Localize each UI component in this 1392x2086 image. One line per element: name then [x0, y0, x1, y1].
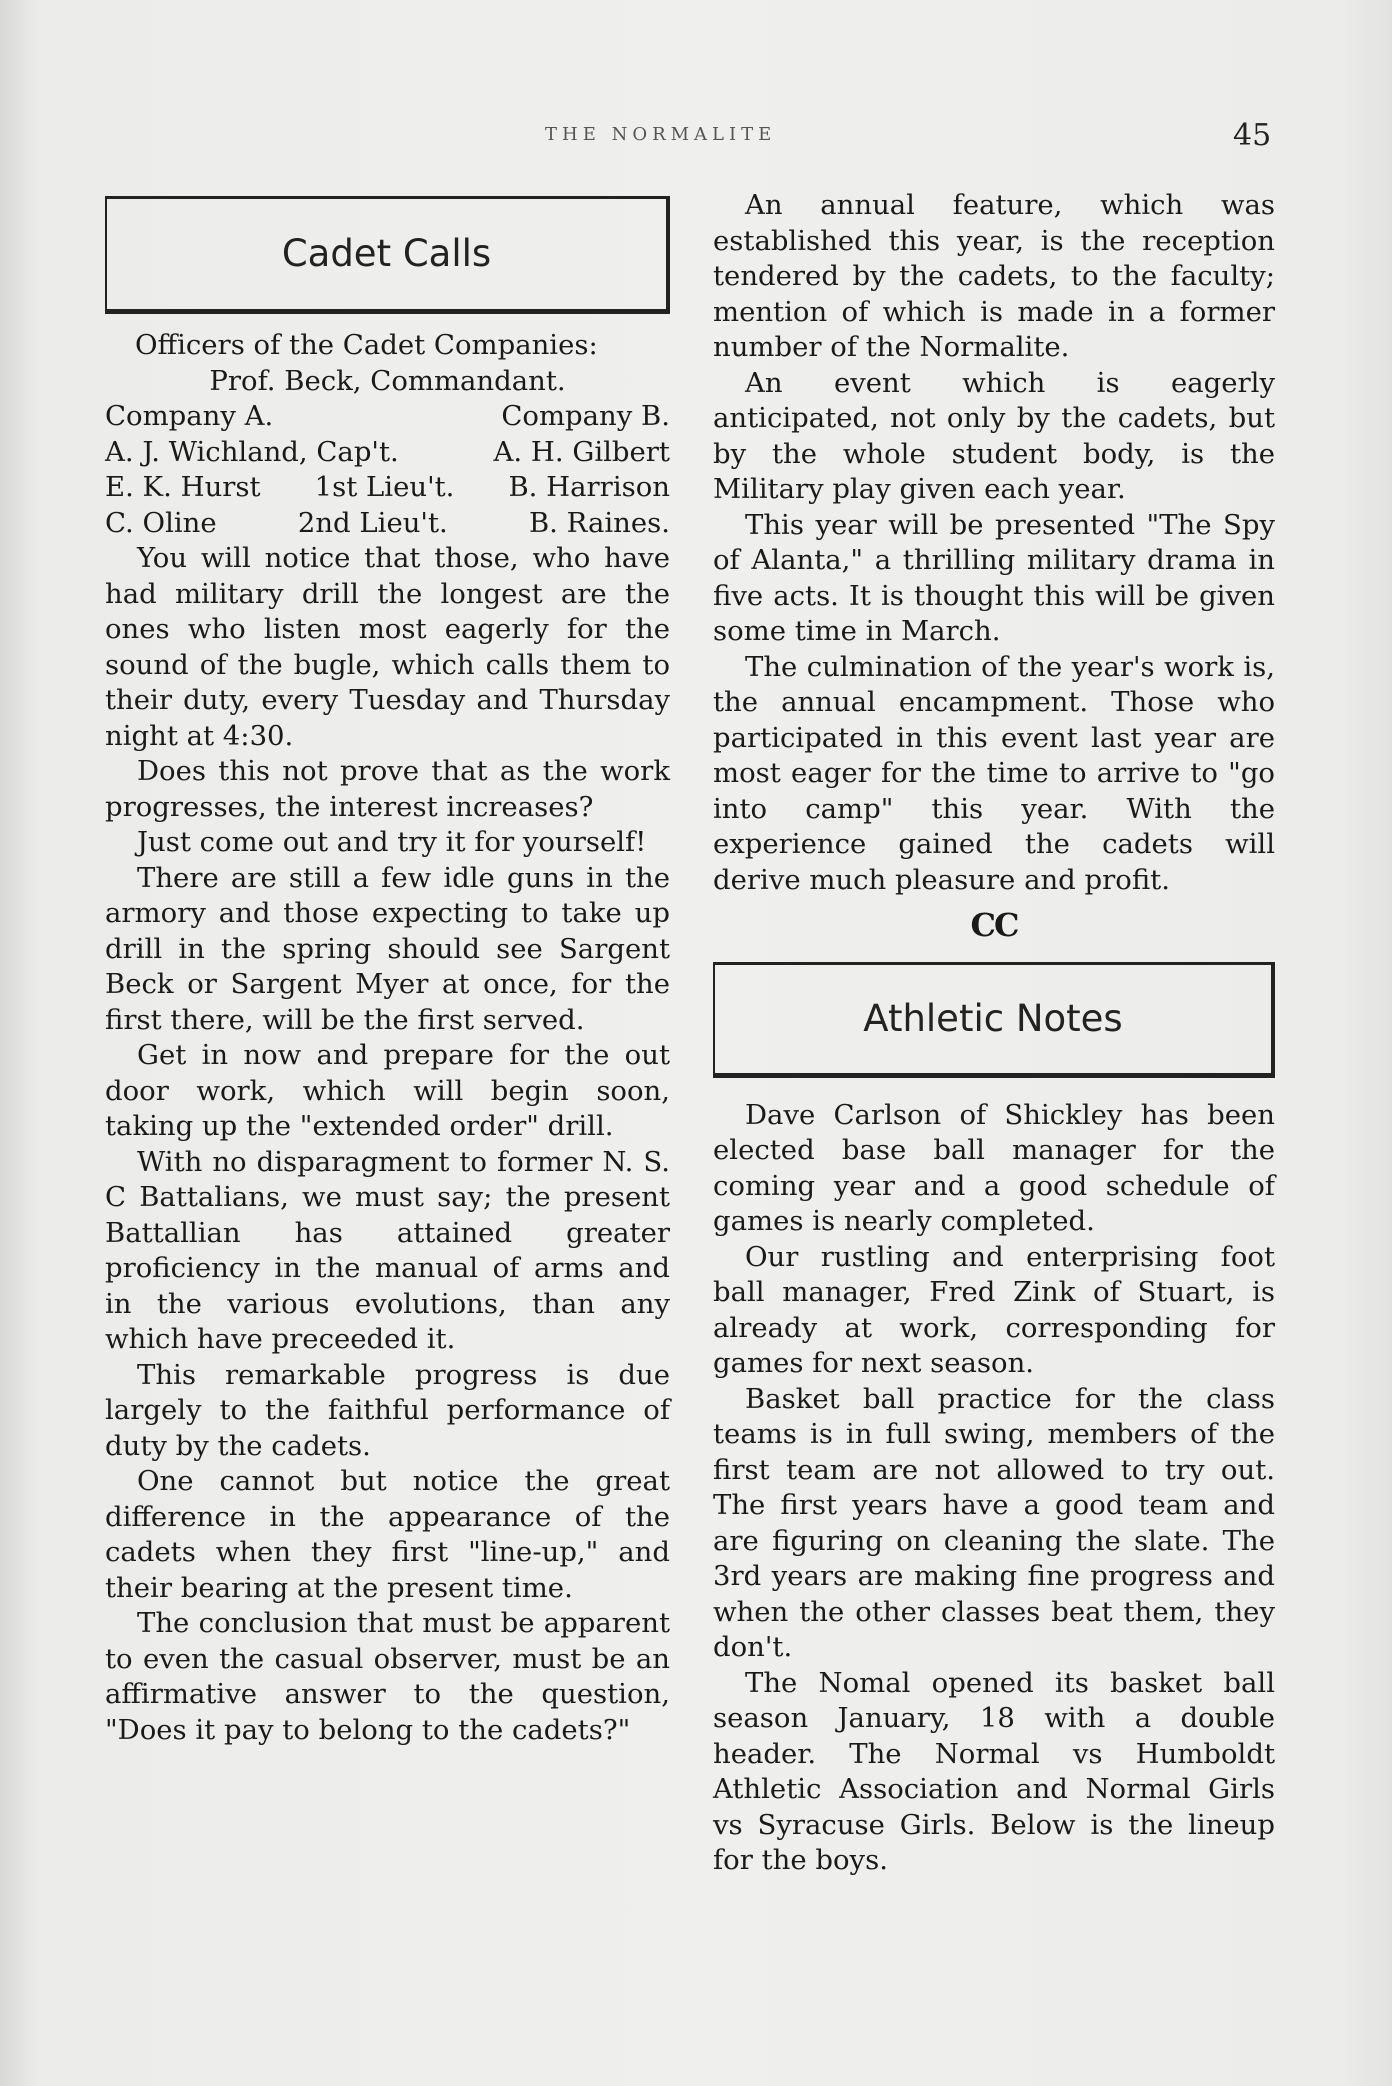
officer-right: B. Raines. [528, 506, 670, 539]
paragraph: The Nomal opened its basket ball season January, 18 with a double header. The Normal vs Humboldt Athletic Association and Normal Girls vs Syracuse Girls. Below is the lineup for the boys. [713, 1666, 1275, 1876]
paragraph: An annual feature, which was established this year, is the reception tendered by the cadets, to the faculty; mention of which is made in a former number of the Normalite. [713, 189, 1275, 363]
section-ornament: CC [970, 906, 1018, 944]
athletic-notes-body [713, 1098, 1275, 1879]
athletic-notes-heading-box [713, 962, 1275, 1078]
officer-right: A. H. Gilbert [493, 435, 670, 468]
officer-row [105, 470, 670, 506]
left-column [105, 188, 670, 1748]
paragraph: An event which is eagerly anticipated, not only by the cadets, but by the whole student body, is the Military play given each year. [713, 366, 1275, 505]
company-b-label: Company B. [501, 400, 670, 432]
company-header-row [105, 399, 670, 435]
paragraph: This remarkable progress is due largely to the faithful performance of duty by the cadets. [105, 1358, 670, 1462]
paragraph: Basket ball practice for the class teams is in full swing, members of the first team are not allowed to try out. The first years have a good team and are figuring on cleaning the slate. The 3rd years are making fine progress and when the other classes beat them, they don't. [713, 1382, 1275, 1663]
page-number: 45 [1233, 118, 1272, 153]
officer-left: C. Oline [105, 506, 217, 539]
paragraph: This year will be presented "The Spy of Alanta," a thrilling military drama in five acts. It is thought this will be given some time in March. [713, 508, 1275, 647]
officer-row [105, 506, 670, 542]
officer-left: E. K. Hurst [105, 471, 261, 503]
paragraph: One cannot but notice the great difference in the appearance of the cadets when they first "line-up," and their bearing at the present time. [105, 1465, 670, 1604]
paragraph: Dave Carlson of Shickley has been elected base ball manager for the coming year and a good schedule of games is nearly completed. [713, 1098, 1275, 1237]
officer-left: A. J. Wichland, Cap't. [105, 435, 399, 468]
officer-row [105, 435, 670, 471]
paragraph: Does this not prove that as the work progresses, the interest increases? [105, 755, 670, 823]
paragraph: There are still a few idle guns in the armory and those expecting to take up drill in the spring should see Sargent Beck or Sargent Myer at once, for the first there, will be the first served. [105, 861, 670, 1036]
paragraph: Get in now and prepare for the out door work, which will begin soon, taking up the "extended order" drill. [105, 1039, 670, 1142]
cadet-calls-heading-box [105, 196, 670, 314]
company-a-label: Company A. [105, 400, 274, 432]
paragraph: The culmination of the year's work is, the annual encampment. Those who participated in this event last year are most eager for the time to arrive to "go into camp" this year. With the experience gained the cadets will derive much pleasure and profit. [713, 650, 1275, 896]
athletic-notes-heading: Athletic Notes [863, 996, 1123, 1040]
page-header [0, 118, 1392, 158]
paragraph: You will notice that those, who have had military drill the longest are the ones who listen most eagerly for the sound of the bugle, which calls them to their duty, every Tuesday and Thursday night at 4:30. [105, 542, 670, 752]
paragraph: Just come out and try it for yourself! [137, 826, 647, 858]
officer-right: B. Harrison [508, 471, 670, 503]
cadet-continued [713, 188, 1275, 898]
paragraph: With no disparagment to former N. S. C Battalians, we must say; the present Battallian has attained greater proficiency in the manual of arms and in the various evolutions, than any which have preceeded it. [105, 1145, 670, 1355]
officer-rank: 1st Lieu't. [314, 471, 455, 503]
officer-rank: 2nd Lieu't. [297, 506, 448, 539]
officers-title: Officers of the Cadet Companies: [135, 329, 598, 361]
cadet-calls-heading: Cadet Calls [281, 232, 492, 275]
running-title: THE NORMALITE [545, 124, 777, 145]
paragraph: Our rustling and enterprising foot ball manager, Fred Zink of Stuart, is already at work, corresponding for games for next season. [713, 1240, 1275, 1379]
commandant-line: Prof. Beck, Commandant. [209, 364, 566, 397]
right-column [713, 188, 1275, 1879]
paragraph: The conclusion that must be apparent to even the casual observer, must be an affirmative answer to the question, "Does it pay to belong to the cadets?" [105, 1607, 670, 1746]
